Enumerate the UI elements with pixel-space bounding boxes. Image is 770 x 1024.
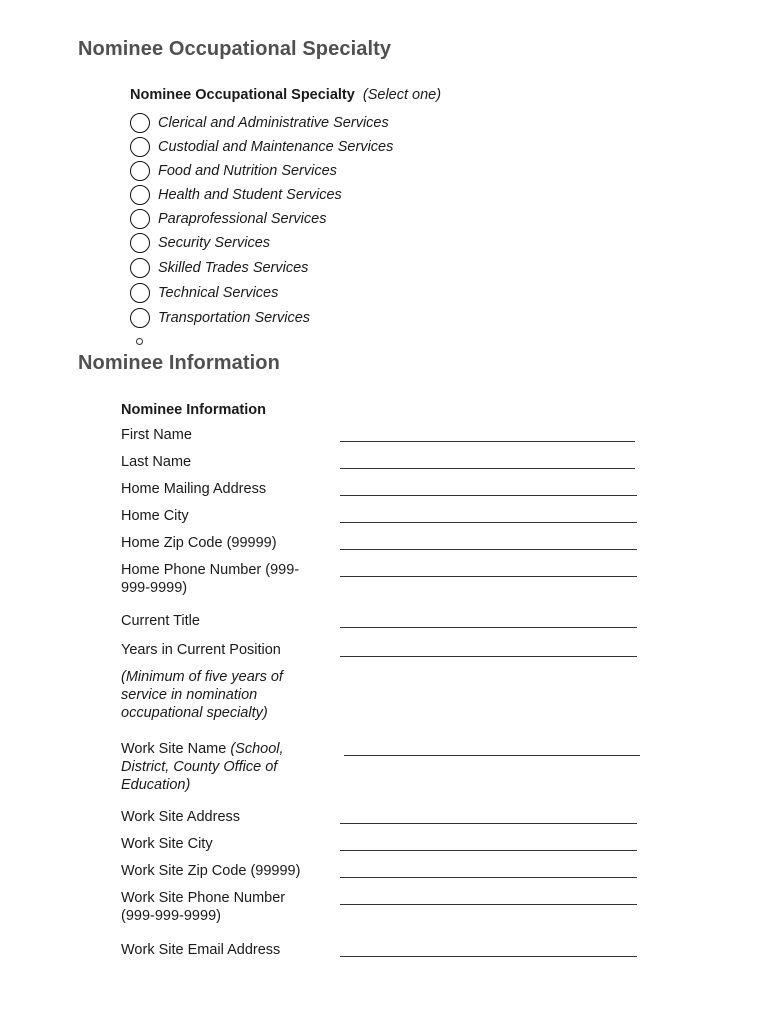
option-label: Technical Services — [158, 285, 279, 301]
current-title-label: Current Title — [121, 613, 200, 629]
first-name-field[interactable] — [340, 441, 635, 442]
years-position-label: Years in Current Position — [121, 642, 281, 658]
home-mailing-address-label: Home Mailing Address — [121, 481, 267, 497]
section-title-nominee-info: Nominee Information — [78, 352, 280, 374]
specialty-option-paraprofessional[interactable] — [130, 207, 326, 231]
specialty-question-label: Nominee Occupational Specialty — [130, 87, 355, 103]
work-site-phone-label: Work Site Phone Number (999-999-9999) — [121, 890, 286, 924]
years-note-text: (Minimum of five years of service in nomination occupational specialty) — [121, 669, 283, 721]
home-city-field[interactable] — [340, 522, 637, 523]
work-site-name-text: Work Site Name — [121, 741, 227, 757]
years-position-field[interactable] — [340, 656, 637, 657]
specialty-option-food[interactable] — [130, 159, 337, 183]
work-site-email-label: Work Site Email Address — [121, 942, 281, 958]
work-site-email-field[interactable] — [340, 956, 637, 957]
work-site-address-field[interactable] — [340, 823, 637, 824]
specialty-option-health[interactable] — [130, 183, 342, 207]
last-name-field[interactable] — [340, 468, 635, 469]
radio-button[interactable] — [130, 185, 150, 205]
specialty-option-custodial[interactable] — [130, 135, 393, 159]
option-label: Paraprofessional Services — [158, 211, 327, 227]
nominee-info-subtitle: Nominee Information — [121, 402, 267, 418]
radio-button[interactable] — [130, 233, 150, 253]
radio-button[interactable] — [130, 283, 150, 303]
home-phone-field[interactable] — [340, 576, 637, 577]
specialty-question — [130, 87, 441, 103]
radio-button[interactable] — [130, 209, 150, 229]
work-site-city-field[interactable] — [340, 850, 637, 851]
option-label: Skilled Trades Services — [158, 260, 309, 276]
current-title-field[interactable] — [340, 627, 637, 628]
radio-button[interactable] — [130, 113, 150, 133]
option-label: Food and Nutrition Services — [158, 163, 337, 179]
radio-button[interactable] — [130, 161, 150, 181]
section-title-specialty: Nominee Occupational Specialty — [78, 38, 392, 60]
option-label: Transportation Services — [158, 310, 311, 326]
work-site-name-field[interactable] — [344, 755, 640, 756]
specialty-option-skilled-trades[interactable] — [130, 256, 308, 280]
work-site-name-label — [121, 740, 306, 794]
home-phone-label: Home Phone Number (999-999-9999) — [121, 562, 300, 596]
extra-radio-icon[interactable] — [136, 338, 143, 345]
years-position-note — [121, 668, 296, 722]
option-label: Security Services — [158, 235, 271, 251]
specialty-option-security[interactable] — [130, 231, 270, 255]
work-site-city-label: Work Site City — [121, 836, 213, 852]
option-label: Health and Student Services — [158, 187, 342, 203]
work-site-phone-field[interactable] — [340, 904, 637, 905]
radio-button[interactable] — [130, 137, 150, 157]
work-site-zip-label: Work Site Zip Code (99999) — [121, 863, 301, 879]
option-label: Custodial and Maintenance Services — [158, 139, 394, 155]
home-mailing-address-field[interactable] — [340, 495, 637, 496]
work-site-zip-field[interactable] — [340, 877, 637, 878]
radio-button[interactable] — [130, 258, 150, 278]
home-zip-label: Home Zip Code (99999) — [121, 535, 277, 551]
home-city-label: Home City — [121, 508, 189, 524]
specialty-option-clerical[interactable] — [130, 111, 389, 135]
specialty-question-hint: (Select one) — [362, 87, 442, 103]
last-name-label: Last Name — [121, 454, 192, 470]
home-zip-field[interactable] — [340, 549, 637, 550]
radio-button[interactable] — [130, 308, 150, 328]
first-name-label: First Name — [121, 427, 192, 443]
specialty-option-technical[interactable] — [130, 281, 278, 305]
work-site-address-label: Work Site Address — [121, 809, 241, 825]
option-label: Clerical and Administrative Services — [158, 115, 389, 131]
work-site-name-note: (School, District, County Office of Education) — [121, 741, 284, 793]
specialty-option-transportation[interactable] — [130, 306, 310, 330]
